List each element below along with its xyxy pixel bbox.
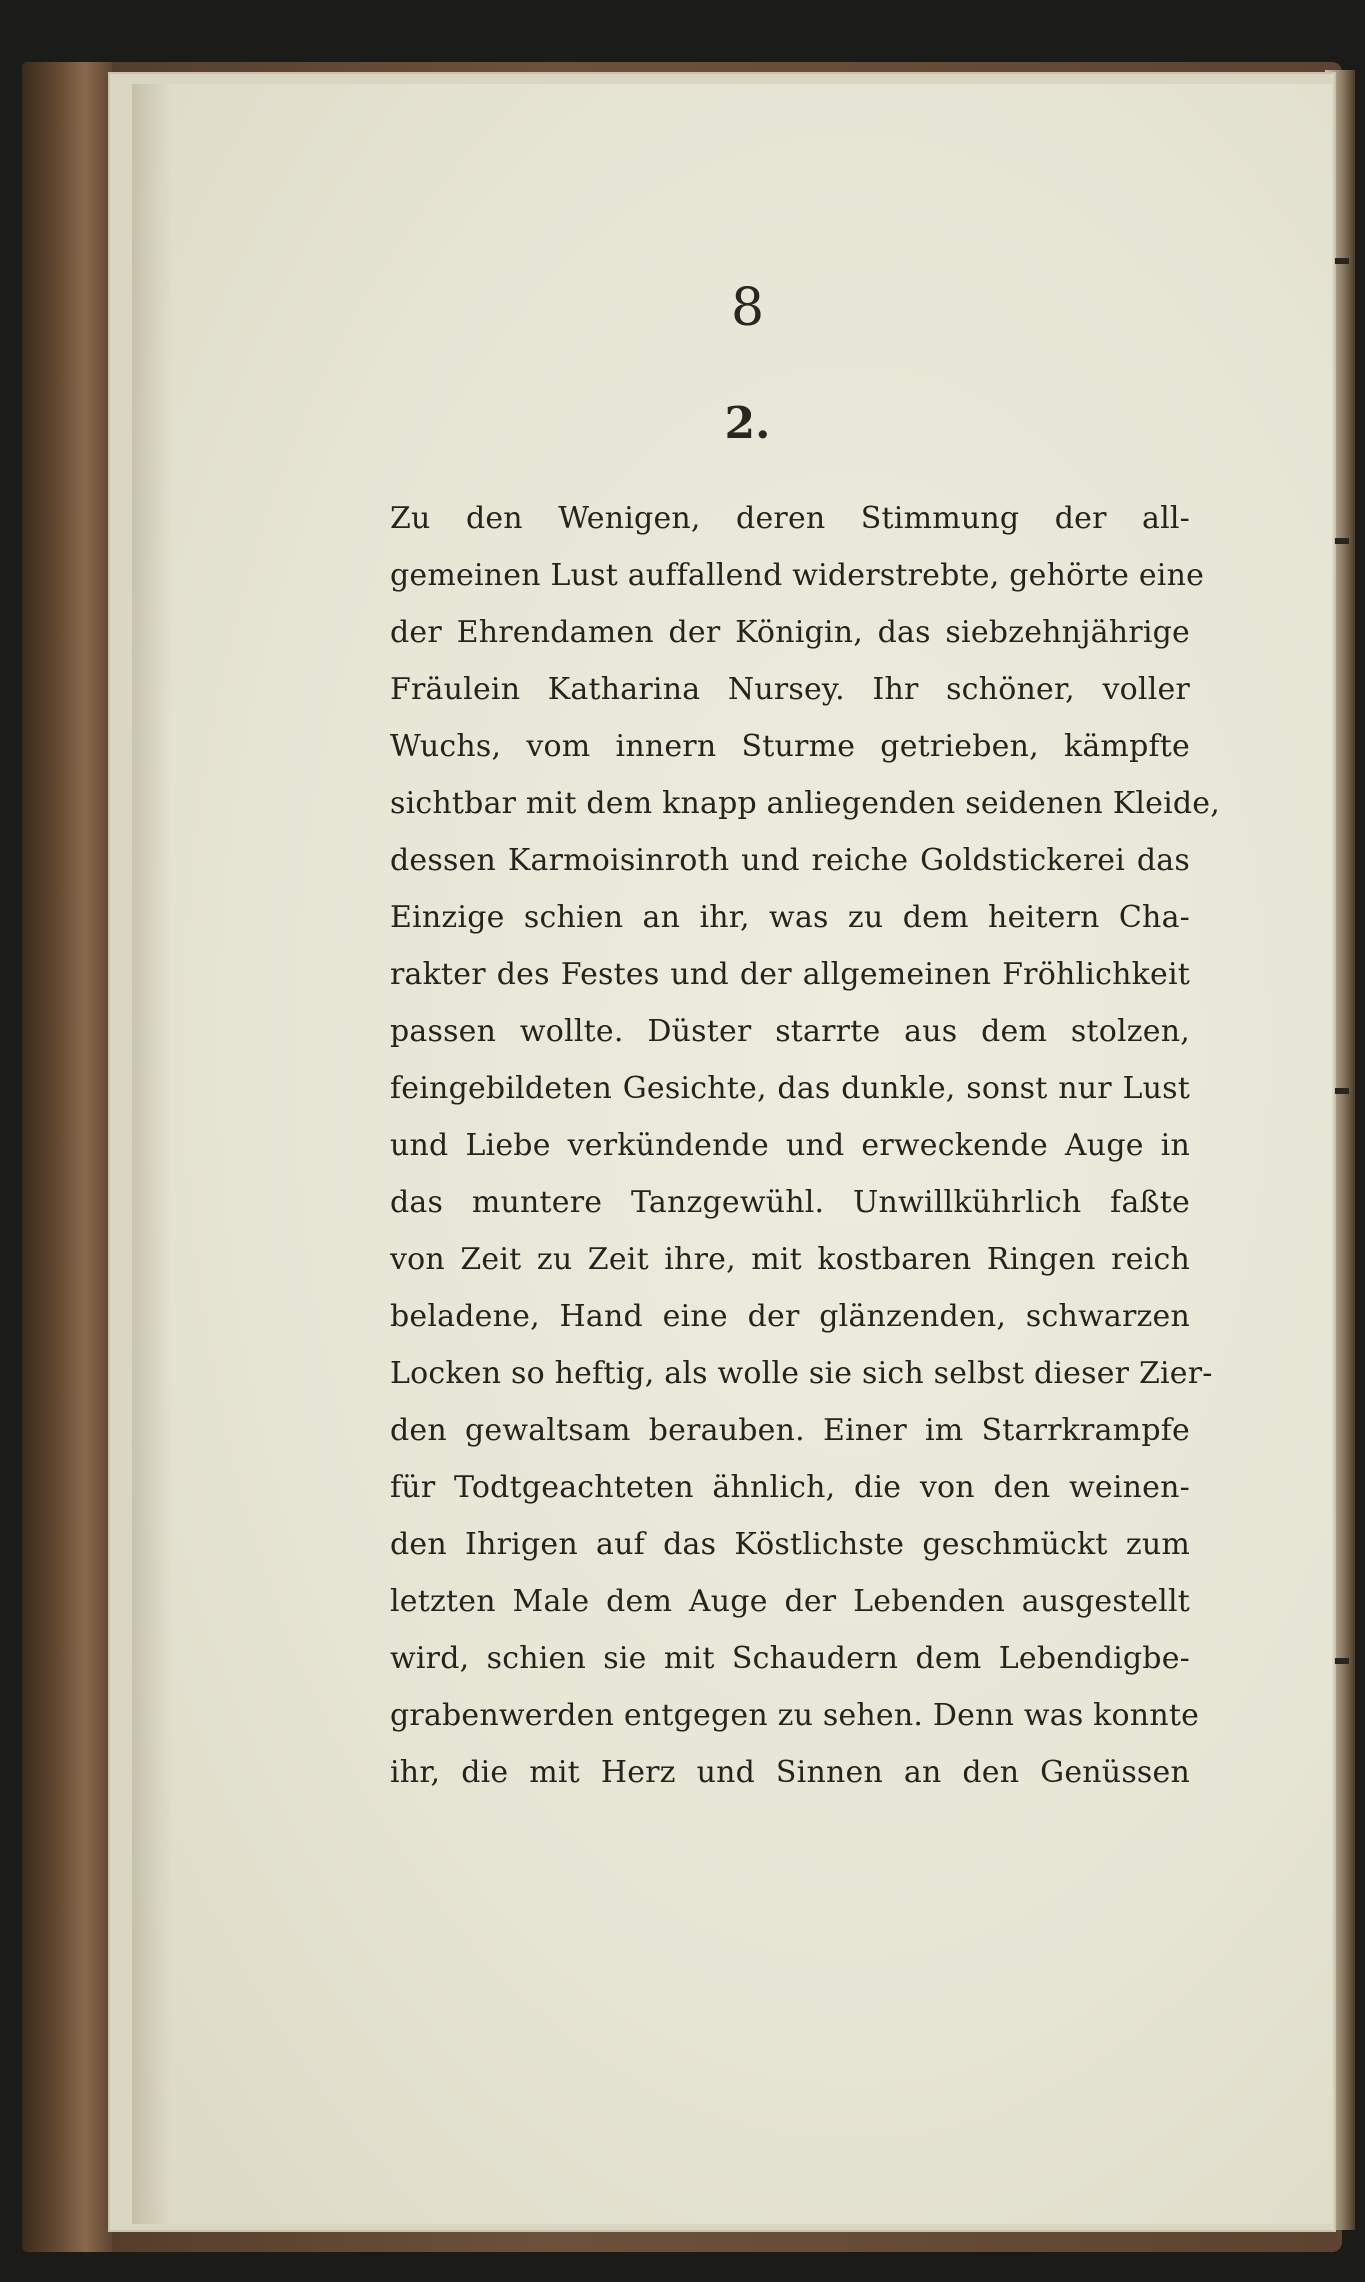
text-line: passen wollte. Düster starrte aus dem stolzen, (390, 1014, 1190, 1049)
text-line: beladene, Hand eine der glänzenden, schwarzen (390, 1299, 1190, 1334)
text-line: wird, schien sie mit Schaudern dem Lebendigbe- (390, 1641, 1190, 1676)
page-number: 8 (730, 278, 765, 338)
text-line: Einzige schien an ihr, was zu dem heitern Cha- (390, 900, 1190, 935)
text-line: und Liebe verkündende und erweckende Auge in (390, 1128, 1190, 1163)
text-line: der Ehrendamen der Königin, das siebzehnjährige (390, 615, 1190, 650)
text-line: sichtbar mit dem knapp anliegenden seidenen Kleide, (390, 786, 1220, 821)
text-line: von Zeit zu Zeit ihre, mit kostbaren Ringen reich (390, 1242, 1190, 1277)
text-line: Wuchs, vom innern Sturme getrieben, kämpfte (390, 729, 1190, 764)
text-line: den Ihrigen auf das Köstlichste geschmückt zum (390, 1527, 1190, 1562)
text-line: gemeinen Lust auffallend widerstrebte, gehörte eine (390, 558, 1205, 593)
text-line: Locken so heftig, als wolle sie sich selbst dieser Zier- (390, 1356, 1213, 1391)
text-line: den gewaltsam berauben. Einer im Starrkrampfe (390, 1413, 1190, 1448)
text-line: letzten Male dem Auge der Lebenden ausgestellt (390, 1584, 1190, 1619)
text-line: für Todtgeachteten ähnlich, die von den weinen- (390, 1470, 1190, 1505)
text-line: dessen Karmoisinroth und reiche Goldstickerei das (390, 843, 1190, 878)
fore-edge-mark (1335, 538, 1349, 544)
fore-edge-mark (1335, 1658, 1349, 1664)
fore-edge-mark (1335, 258, 1349, 264)
text-line: rakter des Festes und der allgemeinen Fröhlichkeit (390, 957, 1190, 992)
body-text (390, 490, 1220, 1801)
fore-edge-mark (1335, 1088, 1349, 1094)
text-line: feingebildeten Gesichte, das dunkle, sonst nur Lust (390, 1071, 1190, 1106)
book-spine (22, 62, 112, 2252)
text-line: Fräulein Katharina Nursey. Ihr schöner, voller (390, 672, 1190, 707)
text-line: grabenwerden entgegen zu sehen. Denn was konnte (390, 1698, 1200, 1733)
text-line: ihr, die mit Herz und Sinnen an den Genüssen (390, 1755, 1190, 1790)
section-heading: 2. (724, 398, 771, 449)
text-line: Zu den Wenigen, deren Stimmung der all- (390, 501, 1190, 536)
text-line: das muntere Tanzgewühl. Unwillkührlich faßte (390, 1185, 1190, 1220)
